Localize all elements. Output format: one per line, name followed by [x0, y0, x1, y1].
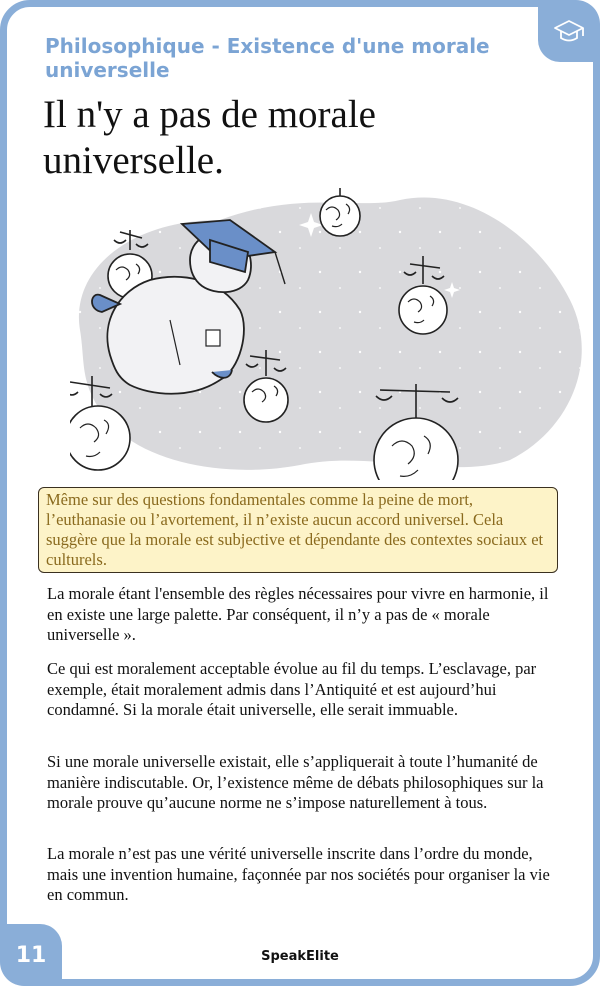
illustration	[70, 180, 590, 480]
graduation-cap-icon	[552, 16, 586, 46]
argument-paragraph-1: La morale étant l'ensemble des règles nécessaires pour vivre en harmonie, il en existe une large palette. Par conséquent, il n’y a pas de « morale universelle ».	[47, 584, 549, 644]
argument-paragraph-3: Si une morale universelle existait, elle s’appliquerait à toute l’humanité de manière indiscutable. Or, l’existence même de débats philosophiques sur la morale prouve qu’aucune norme ne s’impose naturellement à tous.	[47, 752, 544, 812]
brand-footer: SpeakElite	[261, 949, 339, 964]
argument-paragraph-4: La morale n’est pas une vérité universelle inscrite dans l’ordre du monde, mais une invention humaine, façonnée par nos sociétés pour organiser la vie en commun.	[47, 844, 550, 904]
page-number: 11	[0, 924, 62, 986]
page-title: Il n'y a pas de morale universelle.	[43, 93, 376, 182]
globe-icon	[320, 188, 360, 236]
corner-badge[interactable]	[538, 0, 600, 62]
key-argument-callout: Même sur des questions fondamentales comme la peine de mort, l’euthanasie ou l’avortement, il n’existe aucun accord universel. Cela suggère que la morale est subjective et dépendante des contextes sociaux et culturels.	[38, 487, 558, 573]
argument-paragraph-2: Ce qui est moralement acceptable évolue au fil du temps. L’esclavage, par exemple, était moralement admis dans l’Antiquité et est aujourd’hui condamné. Si la morale était universelle, elle serait immuable.	[47, 659, 537, 719]
category-heading: Philosophique - Existence d'une morale universelle	[45, 34, 490, 82]
